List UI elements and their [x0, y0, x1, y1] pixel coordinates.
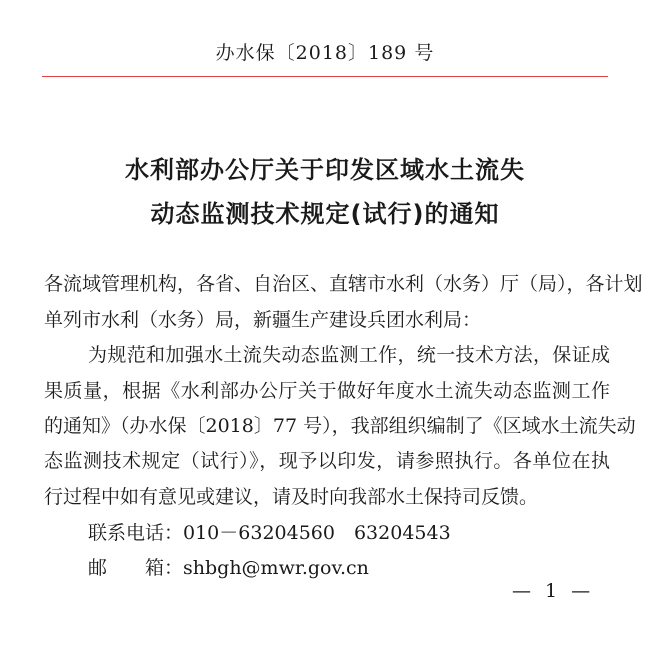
red-header-rule	[42, 76, 608, 77]
contact-email: 邮 箱：shbgh@mwr.gov.cn	[88, 557, 369, 579]
paragraph-line: 果质量，根据《水利部办公厅关于做好年度水土流失动态监测工作	[44, 380, 610, 402]
paragraph-line: 为规范和加强水土流失动态监测工作，统一技术方法，保证成	[88, 344, 610, 366]
title-line-2: 动态监测技术规定(试行)的通知	[150, 200, 500, 228]
paragraph-line: 的通知》（办水保〔2018〕77 号），我部组织编制了《区域水土流失动	[44, 415, 636, 437]
addressee-line: 单列市水利（水务）局，新疆生产建设兵团水利局：	[44, 309, 482, 331]
title-line-1: 水利部办公厅关于印发区域水土流失	[125, 156, 525, 184]
paragraph-line: 行过程中如有意见或建议，请及时向我部水土保持司反馈。	[44, 486, 539, 508]
paragraph-line: 态监测技术规定（试行）》，现予以印发，请参照执行。各单位在执	[44, 450, 610, 472]
page-number: — 1 —	[512, 580, 595, 602]
contact-phone: 联系电话：010－63204560 63204543	[88, 522, 451, 544]
addressee-line: 各流域管理机构，各省、自治区、直辖市水利（水务）厅（局），各计划	[44, 273, 643, 295]
document-number: 办水保〔2018〕189 号	[215, 42, 435, 64]
